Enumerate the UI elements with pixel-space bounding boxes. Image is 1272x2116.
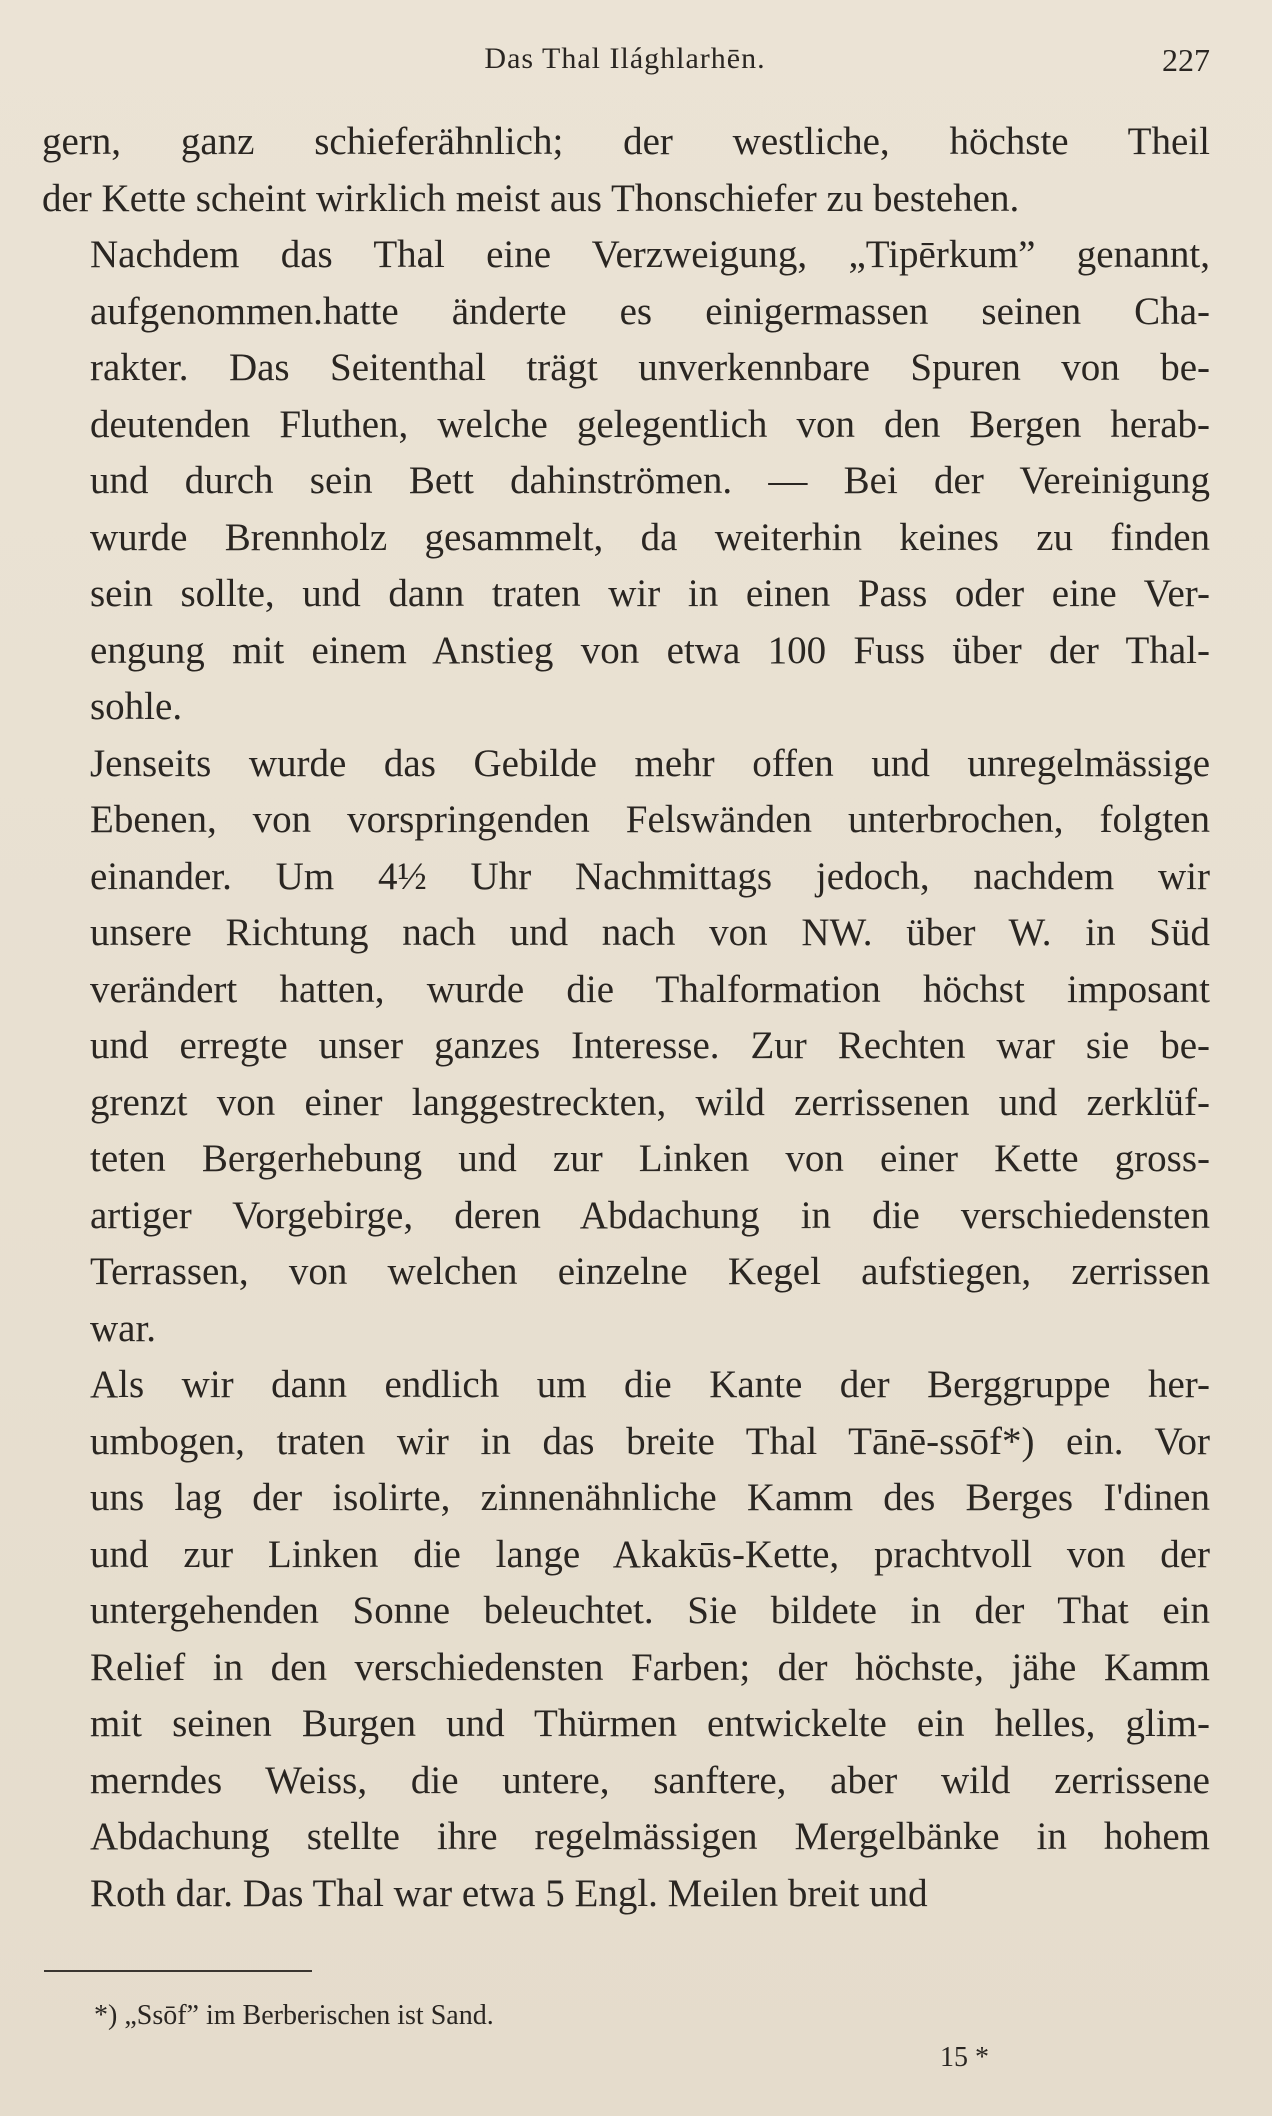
text-line: uns lag der isolirte, zinnenähnliche Kamm des Berges I'dinen — [90, 1476, 1210, 1519]
text-line: unsere Richtung nach und nach von NW. über W. in Süd — [90, 911, 1210, 954]
text-line: Nachdem das Thal eine Verzweigung, „Tipērkum” genannt, — [90, 233, 1210, 276]
text-line: Roth dar. Das Thal war etwa 5 Engl. Meilen breit und — [90, 1871, 928, 1915]
footnote: *) „Ssōf” im Berberischen ist Sand. — [94, 2000, 494, 2031]
paragraph — [42, 227, 1210, 736]
header-title: Das Thal Ilághlarhēn. — [484, 42, 766, 75]
running-header — [40, 38, 1210, 88]
paragraph — [42, 114, 1210, 227]
footnote-divider — [44, 1970, 312, 1972]
text-line: verändert hatten, wurde die Thalformation höchst imposant — [90, 967, 1210, 1011]
printer-signature: 15 * — [940, 2042, 989, 2073]
text-line: mit seinen Burgen und Thürmen entwickelte ein helles, glim- — [90, 1702, 1210, 1745]
text-line: und erregte unser ganzes Interesse. Zur Rechten war sie be- — [90, 1024, 1210, 1067]
body-text — [42, 114, 1210, 1922]
text-line: gern, ganz schieferähnlich; der westliche, höchste Theil — [42, 120, 1210, 163]
text-line: merndes Weiss, die untere, sanftere, aber wild zerrissene — [90, 1758, 1210, 1802]
text-line: Terrassen, von welchen einzelne Kegel aufstiegen, zerrissen — [90, 1250, 1210, 1293]
text-line: und zur Linken die lange Akakūs-Kette, prachtvoll von der — [90, 1532, 1210, 1576]
text-line: Ebenen, von vorspringenden Felswänden unterbrochen, folgten — [90, 798, 1210, 841]
text-line: grenzt von einer langgestreckten, wild zerrissenen und zerklüf- — [90, 1080, 1210, 1124]
text-line: teten Bergerhebung und zur Linken von einer Kette gross- — [90, 1137, 1210, 1180]
text-line: Relief in den verschiedensten Farben; der höchste, jähe Kamm — [90, 1645, 1210, 1689]
text-line: umbogen, traten wir in das breite Thal Tānē-ssōf*) ein. Vor — [90, 1419, 1210, 1463]
text-line: artiger Vorgebirge, deren Abdachung in die verschiedensten — [90, 1193, 1210, 1237]
text-line: einander. Um 4½ Uhr Nachmittags jedoch, nachdem wir — [90, 854, 1210, 898]
text-line: der Kette scheint wirklich meist aus Thonschiefer zu bestehen. — [42, 176, 1020, 220]
page-number: 227 — [1162, 42, 1210, 78]
text-line: wurde Brennholz gesammelt, da weiterhin keines zu finden — [90, 515, 1210, 559]
text-line: deutenden Fluthen, welche gelegentlich von den Bergen herab- — [90, 402, 1210, 446]
text-line: rakter. Das Seitenthal trägt unverkennbare Spuren von be- — [90, 346, 1210, 389]
text-line: Als wir dann endlich um die Kante der Berggruppe her- — [90, 1363, 1210, 1406]
text-line: aufgenommen.hatte änderte es einigermassen seinen Cha- — [90, 289, 1210, 333]
text-line: Jenseits wurde das Gebilde mehr offen und unregelmässige — [90, 741, 1210, 785]
text-line: Abdachung stellte ihre regelmässigen Mergelbänke in hohem — [90, 1815, 1210, 1858]
paragraph — [42, 736, 1210, 1358]
text-line: untergehenden Sonne beleuchtet. Sie bildete in der That ein — [90, 1589, 1210, 1632]
text-line: sein sollte, und dann traten wir in einen Pass oder eine Ver- — [90, 572, 1210, 615]
text-line: war. — [90, 1306, 157, 1350]
text-line: engung mit einem Anstieg von etwa 100 Fuss über der Thal- — [90, 628, 1210, 672]
text-line: und durch sein Bett dahinströmen. — Bei der Vereinigung — [90, 459, 1210, 502]
paragraph — [42, 1357, 1210, 1922]
text-line: sohle. — [90, 685, 183, 728]
